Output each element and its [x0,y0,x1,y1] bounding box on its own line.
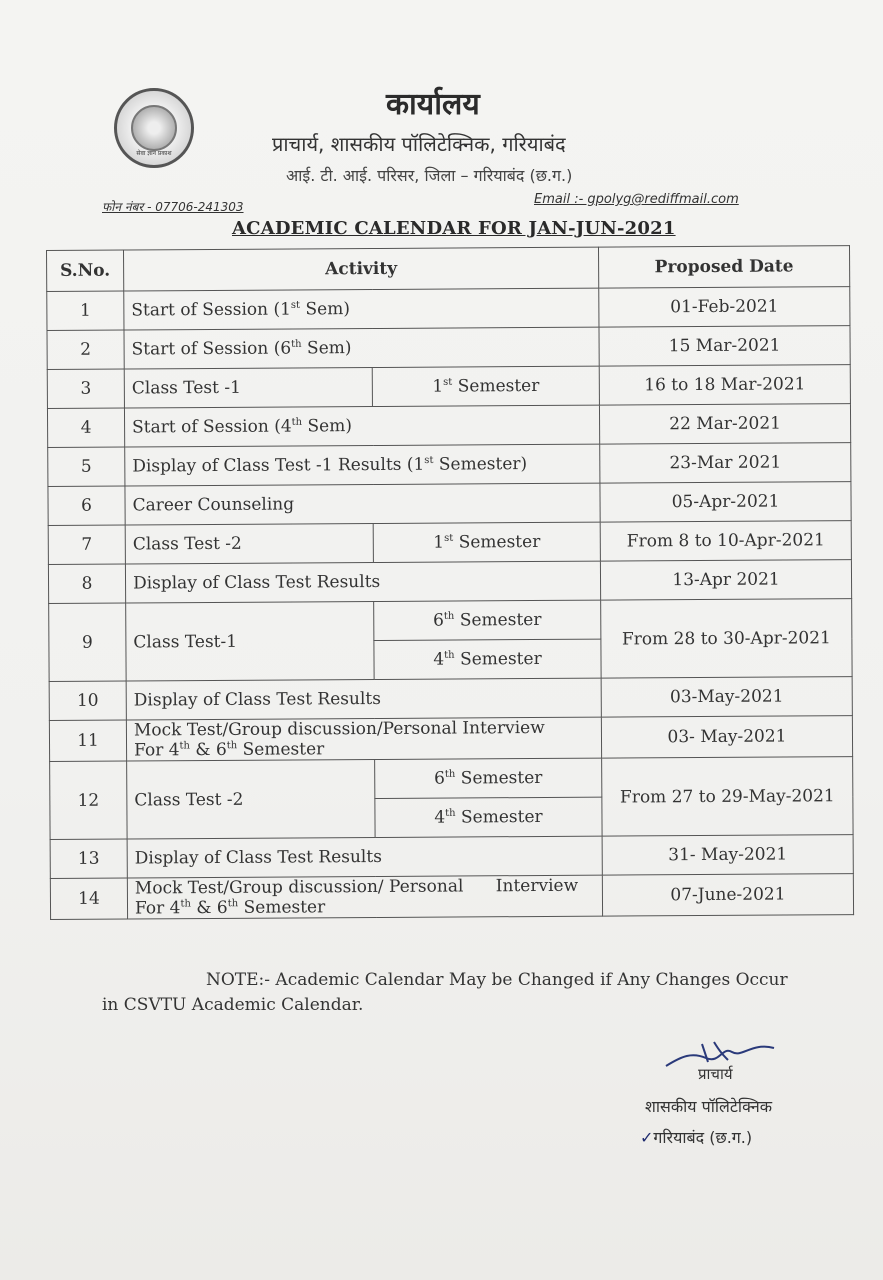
row-activity: Mock Test/Group discussion/Personal Interview For 4th & 6th Semester [126,717,601,761]
row-semester: 6th Semester [375,758,602,798]
institution-address: आई. टी. आई. परिसर, जिला – गरियाबंद (छ.ग.) [286,166,573,185]
row-activity: Start of Session (6th Sem) [124,327,599,369]
institution-logo-icon [114,88,194,168]
office-title: कार्यालय [386,87,480,122]
calendar-note [102,968,822,1018]
row-sno: 5 [48,447,125,486]
row-sno: 13 [50,839,127,878]
row-date: 13-Apr 2021 [600,560,851,601]
row-date: 15 Mar-2021 [599,326,850,367]
row-activity: Mock Test/Group discussion/ Personal Interview For 4th & 6th Semester [127,875,602,919]
row-date: 16 to 18 Mar-2021 [599,365,850,406]
row-activity: Class Test -1 [124,368,372,409]
row-date: 01-Feb-2021 [599,287,850,328]
logo-motto: सेवा ज्ञान प्रकाश [136,150,172,157]
row-activity: Class Test-1 [126,602,374,682]
table-row [47,287,850,331]
row-semester: 4th Semester [375,797,602,837]
table-row [47,365,850,409]
row-activity: Start of Session (4th Sem) [124,405,599,447]
col-header-activity: Activity [124,247,599,291]
row-semester: 6th Semester [374,600,601,640]
row-sno: 11 [49,720,126,761]
row-sno: 4 [47,408,124,447]
row-date: From 8 to 10-Apr-2021 [600,521,851,562]
row-date: 03- May-2021 [601,716,852,759]
table-row [49,677,852,721]
row-activity: Display of Class Test Results [126,678,601,720]
table-row [47,404,850,448]
signatory-title: प्राचार्य [698,1065,733,1083]
row-sno: 12 [50,761,127,839]
table-row [49,716,852,762]
table-header-row [47,246,850,292]
row-activity: Display of Class Test Results [125,561,600,603]
phone-number: फोन नंबर - 07706-241303 [102,200,244,214]
table-row [47,326,850,370]
row-activity: Career Counseling [125,483,600,525]
note-line-1: NOTE:- Academic Calendar May be Changed if Any Changes Occur [206,970,788,990]
row-activity: Class Test -2 [127,760,375,840]
row-date: From 27 to 29-May-2021 [602,757,853,837]
row-semester: 1st Semester [372,366,599,406]
table-row [50,835,853,879]
row-date: 23-Mar 2021 [600,443,851,484]
pen-mark-icon: ✓ [640,1128,654,1147]
academic-calendar-table [46,245,854,920]
row-date: 05-Apr-2021 [600,482,851,523]
row-sno: 8 [48,564,125,603]
globe-icon [131,105,177,151]
row-date: 03-May-2021 [601,677,852,718]
col-header-sno: S.No. [47,250,124,291]
col-header-date: Proposed Date [598,246,849,289]
calendar-title: ACADEMIC CALENDAR FOR JAN-JUN-2021 [232,218,676,239]
table-row [49,599,852,643]
institution-name: प्राचार्य, शासकीय पॉलिटेक्निक, गरियाबंद [272,132,566,156]
row-sno: 1 [47,291,124,330]
table-row [48,521,851,565]
row-date: 07-June-2021 [602,874,853,917]
row-activity: Display of Class Test Results [127,836,602,878]
row-sno: 7 [48,525,125,564]
row-sno: 2 [47,330,124,369]
signatory-location: ✓गरियाबंद (छ.ग.) [640,1128,753,1147]
row-sno: 10 [49,681,126,720]
note-line-2: in CSVTU Academic Calendar. [102,995,364,1015]
row-semester: 1st Semester [373,522,600,562]
row-sno: 14 [50,878,127,919]
row-sno: 6 [48,486,125,525]
table-row [48,482,851,526]
table-row [50,874,853,920]
table-row [50,757,853,801]
row-date: 22 Mar-2021 [599,404,850,445]
table-row [48,560,851,604]
table-row [48,443,851,487]
row-activity: Display of Class Test -1 Results (1st Semester) [125,444,600,486]
row-sno: 9 [49,603,126,681]
row-sno: 3 [47,369,124,408]
email-address: Email :- gpolyg@rediffmail.com [534,192,739,207]
row-activity: Start of Session (1st Sem) [124,288,599,330]
row-date: 31- May-2021 [602,835,853,876]
row-semester: 4th Semester [374,639,601,679]
row-activity: Class Test -2 [125,524,373,565]
signatory-institution: शासकीय पॉलिटेक्निक [645,1097,773,1116]
row-date: From 28 to 30-Apr-2021 [601,599,852,679]
